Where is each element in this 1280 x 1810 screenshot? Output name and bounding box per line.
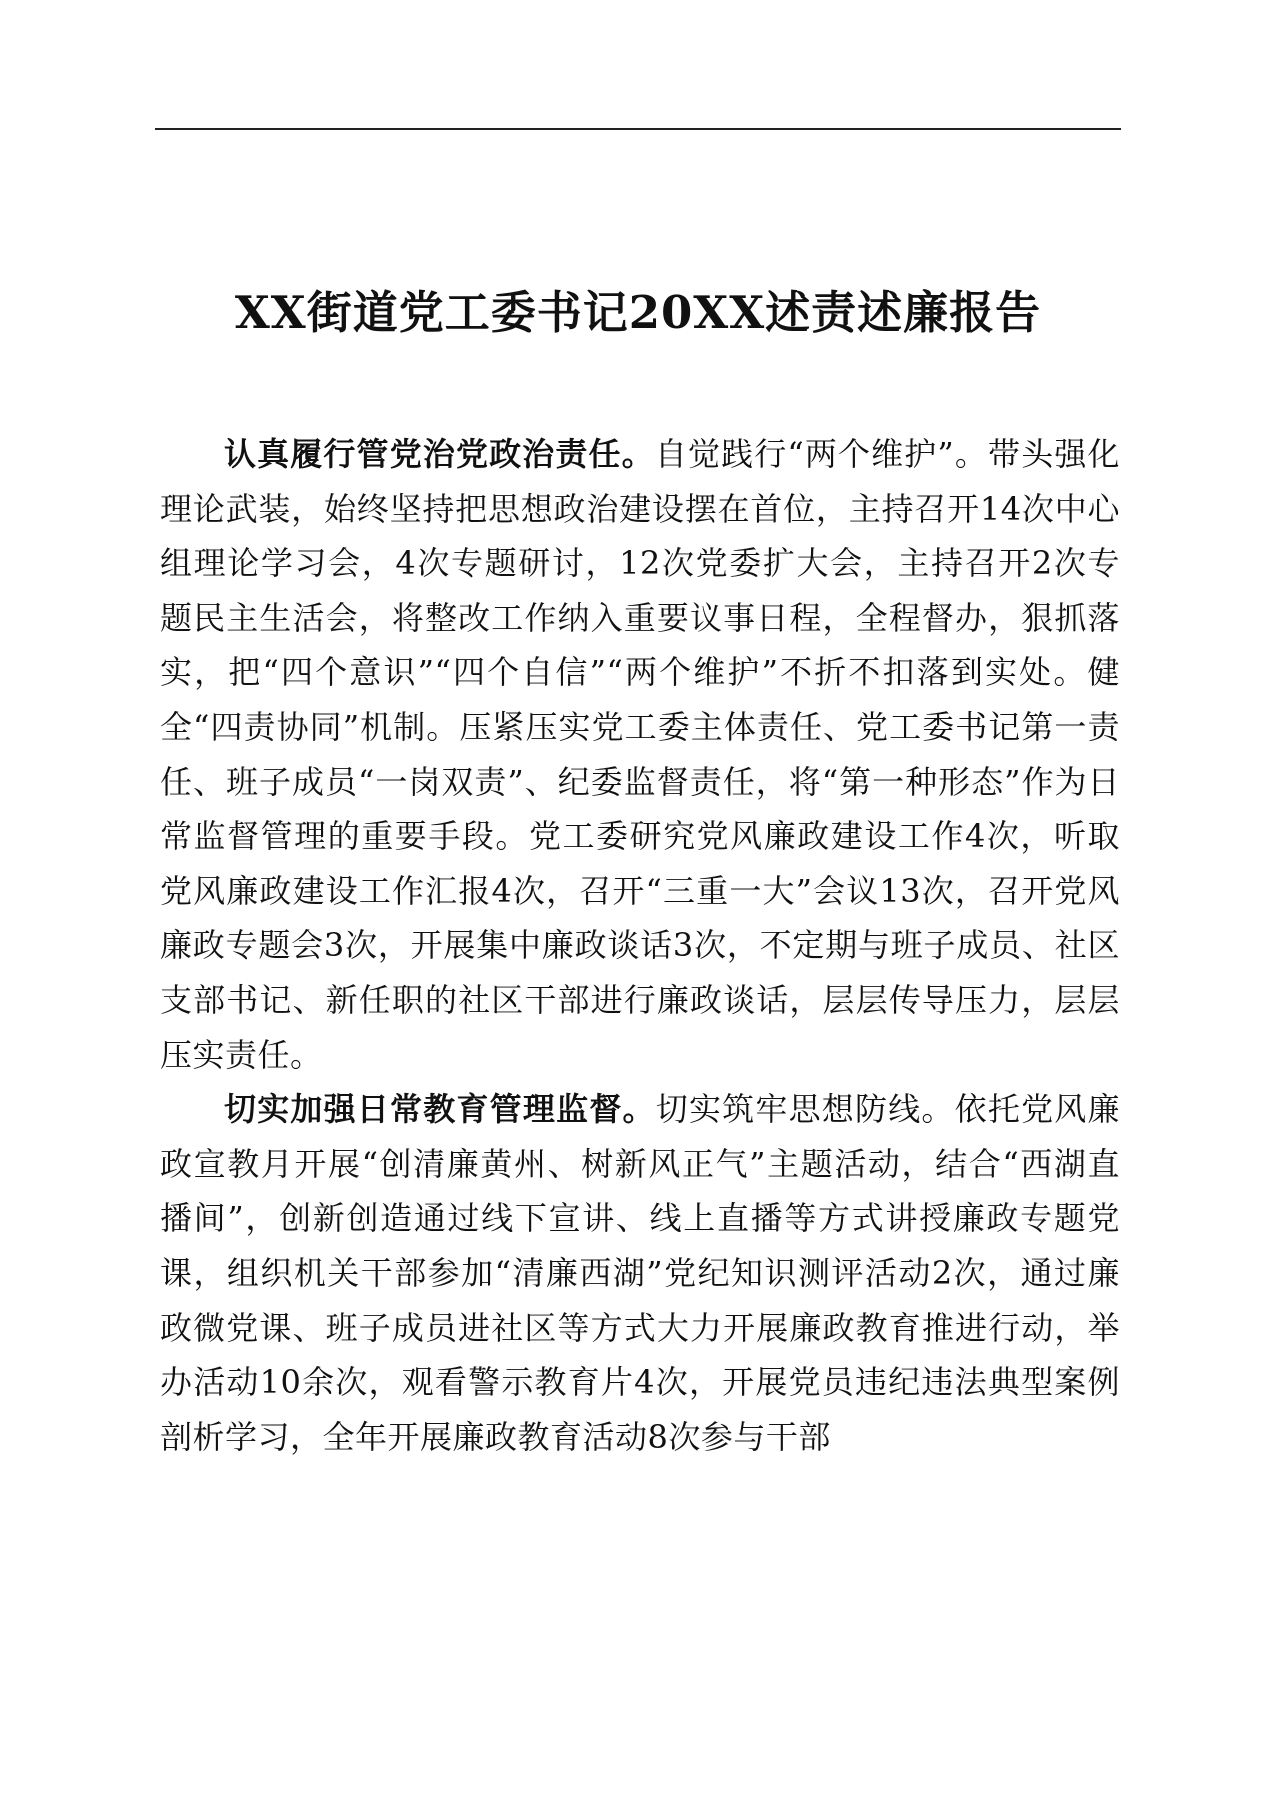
- header-divider: [155, 128, 1121, 130]
- paragraph-text: 自觉践行“两个维护”。带头强化理论武装，始终坚持把思想政治建设摆在首位，主持召开14次中心组理论学习会，4次专题研讨，12次党委扩大会，主持召开2次专题民主生活会，将整改工作纳入重要议事日程，全程督办，狠抓落实，把“四个意识”“四个自信”“两个维护”不折不扣落到实处。健全“四责协同”机制。压紧压实党工委主体责任、党工委书记第一责任、班子成员“一岗双责”、纪委监督责任，将“第一种形态”作为日常监督管理的重要手段。党工委研究党风廉政建设工作4次，听取党风廉政建设工作汇报4次，召开“三重一大”会议13次，召开党风廉政专题会3次，开展集中廉政谈话3次，不定期与班子成员、社区支部书记、新任职的社区干部进行廉政谈话，层层传导压力，层层压实责任。: [160, 435, 1120, 1074]
- paragraph-daily-supervision: [160, 1082, 1120, 1464]
- document-title: XX街道党工委书记20XX述责述廉报告: [234, 286, 1042, 339]
- paragraph-lead: 认真履行管党治党政治责任。: [224, 435, 655, 473]
- document-body: [160, 427, 1120, 1464]
- paragraph-lead: 切实加强日常教育管理监督。: [224, 1090, 656, 1129]
- paragraph-political-responsibility: [160, 427, 1120, 1082]
- paragraph-text: 切实筑牢思想防线。依托党风廉政宣教月开展“创清廉黄州、树新风正气”主题活动，结合“西湖直播间”，创新创造通过线下宣讲、线上直播等方式讲授廉政专题党课，组织机关干部参加“清廉西湖”党纪知识测评活动2次，通过廉政微党课、班子成员进社区等方式大力开展廉政教育推进行动，举办活动10余次，观看警示教育片4次，开展党员违纪违法典型案例剖析学习，全年开展廉政教育活动8次参与干部: [160, 1090, 1120, 1456]
